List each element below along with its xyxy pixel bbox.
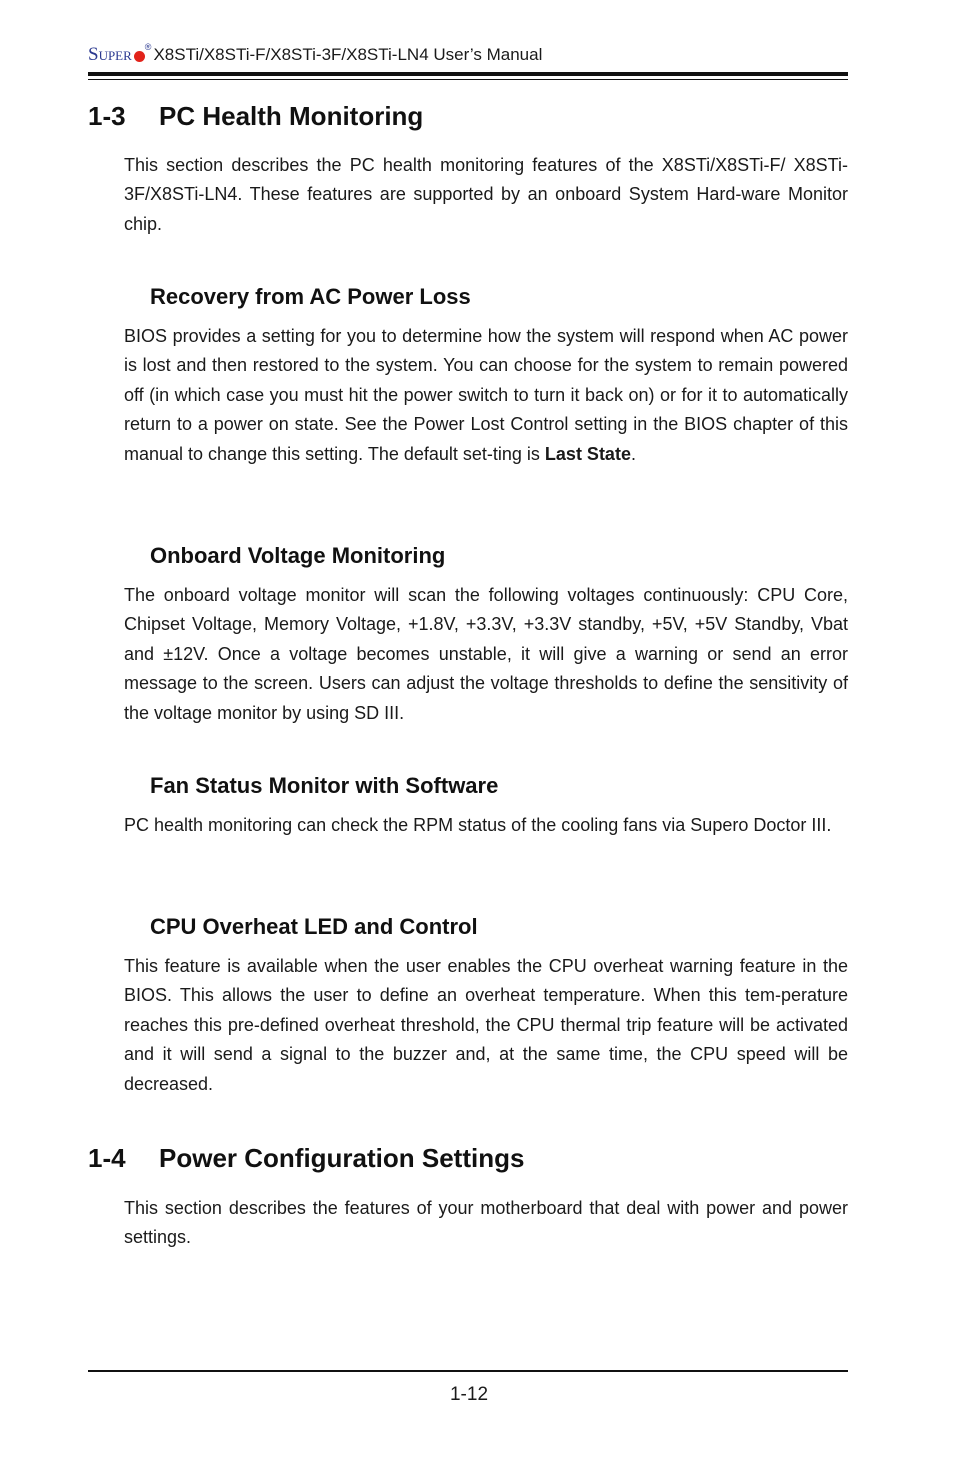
footer-divider [88,1370,848,1372]
voltage-heading: Onboard Voltage Monitoring [150,543,446,568]
voltage-paragraph: The onboard voltage monitor will scan the following voltages continuously: CPU Core, Chipset Voltage, Memory Voltage, +1.8V, +3.3V, +3.3V standby, +5V, +5V Standby, Vbat and ±12V. Once a voltage becomes unstable, it will give a warning or send an error message to the screen. Users can adjust the voltage thresholds to define the sensitivity of the voltage monitor by using SD III. [124,585,848,723]
manual-title: X8STi/X8STi-F/X8STi-3F/X8STi-LN4 User’s Manual [153,45,543,64]
logo-dot-icon [134,51,145,62]
recovery-text: BIOS provides a setting for you to determine how the system will respond when AC power is lost and then restored to the system. You can choose for the system to remain powered off (in which case you must hit the power switch to turn it back on) or for it to automatically return to a power on state. See the Power Lost Control setting in the BIOS chapter of this manual to change this setting. The default set-ting is [124,326,848,464]
overheat-paragraph: This feature is available when the user enables the CPU overheat warning feature in the BIOS. This allows the user to define an overheat temperature. When this tem-perature reaches this pre-defined overheat threshold, the CPU thermal trip feature will be activated and it will send a signal to the buzzer and, at the same time, the CPU speed will be decreased. [124,956,848,1094]
header-divider-thin [88,79,848,80]
section-1-4-intro: This section describes the features of your motherboard that deal with power and power settings. [124,1198,848,1248]
supermicro-logo: Super [88,44,132,65]
section-title: Power Configuration Settings [159,1143,525,1173]
section-number: 1-4 [88,1143,126,1173]
section-heading-1-3 [88,100,423,132]
page-header [88,40,848,66]
recovery-paragraph [124,322,848,469]
registered-mark: ® [144,42,152,52]
overheat-heading: CPU Overheat LED and Control [150,914,478,939]
default-setting-value: Last State [544,443,631,464]
section-title: PC Health Monitoring [159,101,424,131]
header-divider-thick [88,72,848,76]
page-number: 1-12 [449,1384,489,1405]
recovery-heading: Recovery from AC Power Loss [150,284,471,309]
section-number: 1-3 [88,101,126,131]
section-1-3-intro: This section describes the PC health monitoring features of the X8STi/X8STi-F/ X8STi-3F/X8STi-LN4. These features are supported by an onboard System Hard-ware Monitor chip. [124,155,848,234]
fan-heading: Fan Status Monitor with Software [150,773,499,798]
section-heading-1-4 [88,1142,524,1174]
recovery-text-end: . [630,443,636,464]
fan-paragraph: PC health monitoring can check the RPM status of the cooling fans via Supero Doctor III. [124,815,832,835]
